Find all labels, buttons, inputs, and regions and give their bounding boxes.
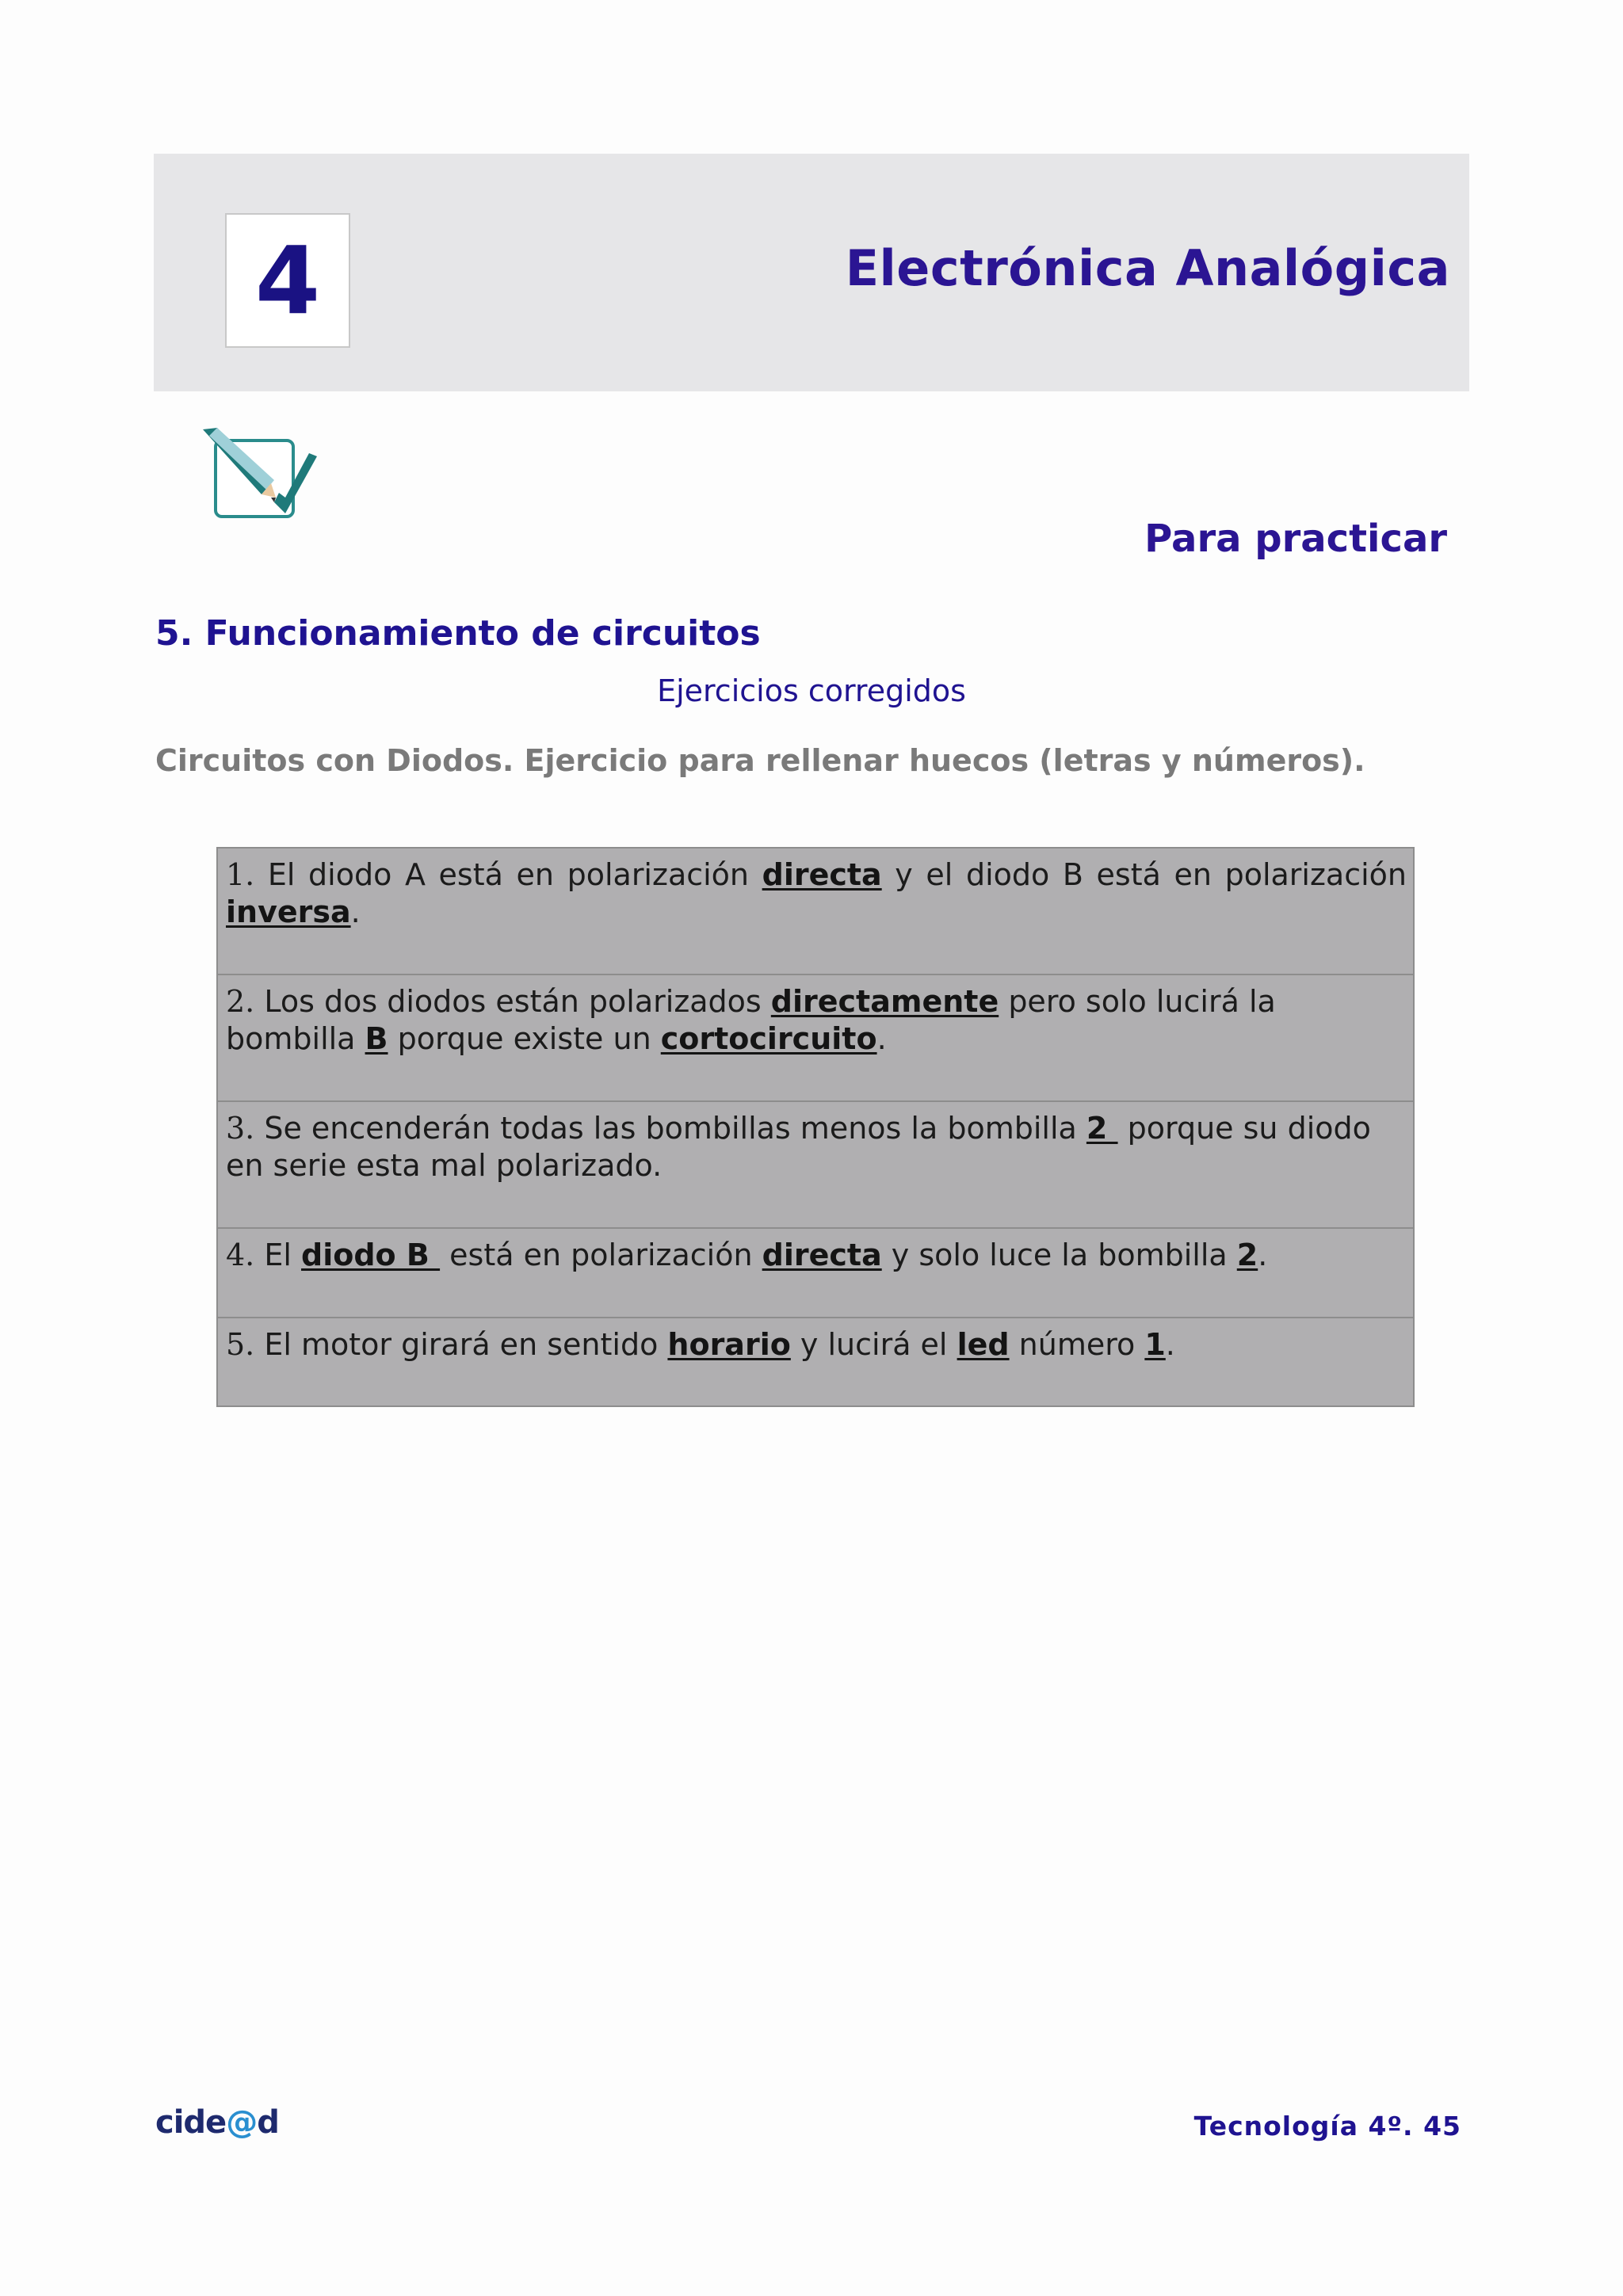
answer-blank: directa: [762, 1238, 882, 1272]
answer-blank: led: [957, 1327, 1010, 1362]
exercise-text: y el diodo B está en polarización: [881, 857, 1407, 892]
answer-blank: cortocircuito: [660, 1021, 877, 1056]
answer-blank: directa: [762, 857, 882, 892]
exercise-text: pero solo lucirá la bombilla: [226, 984, 1276, 1056]
exercise-number: 3.: [226, 1111, 255, 1146]
exercise-text: Se encenderán todas las bombillas menos la bombilla: [254, 1111, 1086, 1146]
exercise-table: [216, 847, 1415, 1407]
exercise-row-4: [218, 1229, 1413, 1318]
pencil-check-icon: [198, 425, 325, 523]
answer-blank: inversa: [226, 894, 351, 929]
answer-blank: 1: [1144, 1327, 1166, 1362]
exercise-text: y lucirá el: [790, 1327, 957, 1362]
exercise-text: .: [350, 894, 361, 929]
exercise-text: y solo luce la bombilla: [881, 1238, 1237, 1272]
exercise-row-3: [218, 1102, 1413, 1229]
logo-text: cide: [155, 2104, 227, 2141]
logo-text: d: [257, 2104, 279, 2141]
exercise-number: 1.: [226, 857, 255, 892]
exercise-row-2: [218, 975, 1413, 1102]
exercise-text: porque su diodo en serie esta mal polarizado.: [226, 1111, 1371, 1183]
exercise-text: Los dos diodos están polarizados: [254, 984, 771, 1019]
answer-blank: B: [365, 1021, 388, 1056]
chapter-number: 4: [225, 213, 350, 348]
answer-blank: 2: [1086, 1111, 1118, 1146]
chapter-title: Electrónica Analógica: [845, 239, 1450, 297]
exercise-number: 5.: [226, 1327, 255, 1362]
exercise-intro: Circuitos con Diodos. Ejercicio para rellenar huecos (letras y números).: [155, 743, 1365, 778]
logo-at: @: [226, 2104, 258, 2141]
answer-blank: directamente: [770, 984, 999, 1019]
chapter-header: [154, 154, 1469, 391]
exercise-text: .: [876, 1021, 887, 1056]
exercise-text: .: [1258, 1238, 1268, 1272]
subheading: Ejercicios corregidos: [657, 673, 966, 708]
exercise-row-1: [218, 849, 1413, 975]
section-heading: 5. Funcionamiento de circuitos: [155, 613, 761, 654]
exercise-text: El motor girará en sentido: [254, 1327, 668, 1362]
section-tag: Para practicar: [1144, 517, 1447, 561]
exercise-text: porque existe un: [388, 1021, 661, 1056]
answer-blank: horario: [667, 1327, 791, 1362]
cidead-logo: [155, 2104, 279, 2141]
exercise-text: número: [1009, 1327, 1145, 1362]
exercise-row-5: [218, 1318, 1413, 1405]
exercise-text: El diodo A está en polarización: [254, 857, 762, 892]
page-footer: Tecnología 4º. 45: [1193, 2111, 1461, 2142]
exercise-number: 4.: [226, 1238, 255, 1272]
exercise-text: .: [1165, 1327, 1175, 1362]
answer-blank: 2: [1236, 1238, 1258, 1272]
answer-blank: diodo B: [301, 1238, 441, 1272]
exercise-text: El: [254, 1238, 301, 1272]
exercise-text: está en polarización: [440, 1238, 762, 1272]
exercise-number: 2.: [226, 984, 255, 1019]
